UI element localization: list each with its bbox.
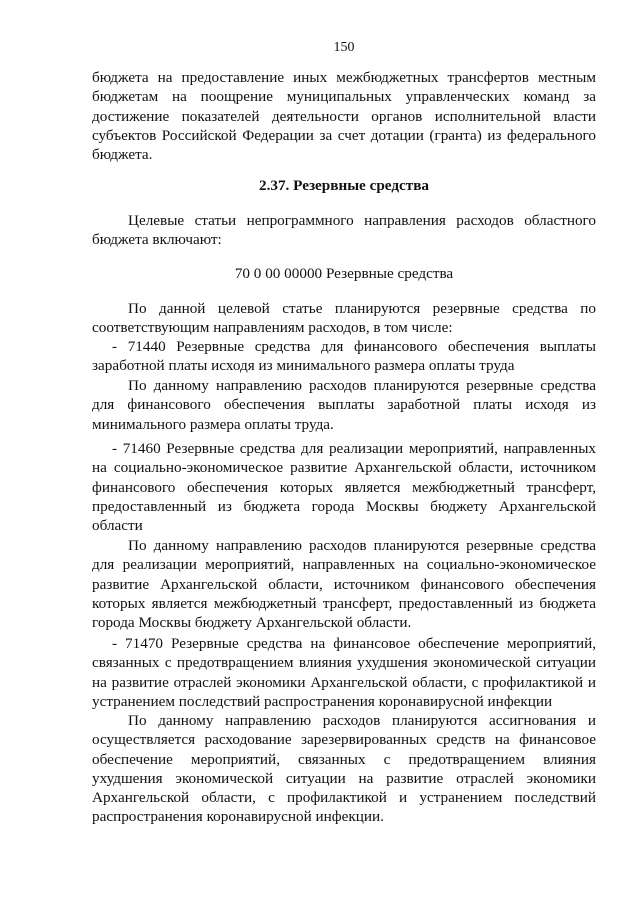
page-number: 150 — [333, 40, 355, 55]
article-intro-paragraph: По данной целевой статье планируются резервные средства по соответствующим направлениям расходов, в том числе: — [92, 300, 596, 337]
lead-paragraph: Целевые статьи непрограммного направления расходов областного бюджета включают: — [92, 212, 596, 249]
item-71470-description: По данному направлению расходов планируются ассигнования и осуществляется расходование зарезервированных средств на финансовое обеспечение мероприятий, связанных с предотвращением влияния ухудшения экономической ситуации на развитие отраслей экономики Архангельской области, с профилактикой и устранением последствий распространения коронавирусной инфекции. — [92, 712, 596, 826]
item-71460-description: По данному направлению расходов планируются резервные средства для реализации мероприятий, направленных на социально-экономическое развитие Архангельской области, источником финансового обеспечения которых является межбюджетный трансферт, предоставленный из бюджета города Москвы бюджету Архангельской области. — [92, 537, 596, 632]
section-heading: 2.37. Резервные средства — [258, 177, 430, 194]
item-71460-code-line: - 71460 Резервные средства для реализации мероприятий, направленных на социально-экономическое развитие Архангельской области, источником финансового обеспечения которых является межбюджетный трансферт, предоставленный из бюджета города Москвы бюджету Архангельской области — [92, 440, 596, 535]
item-71470-code-line: - 71470 Резервные средства на финансовое обеспечение мероприятий, связанных с предотвращением влияния ухудшения экономической ситуации на развитие отраслей экономики Архангельской области, с профилактикой и устранением последствий распространения коронавирусной инфекции — [92, 635, 596, 710]
item-71440-code-line: - 71440 Резервные средства для финансового обеспечения выплаты заработной платы исходя из минимального размера оплаты труда — [92, 338, 596, 375]
target-article-title: 70 0 00 00000 Резервные средства — [234, 265, 454, 282]
item-71440-description: По данному направлению расходов планируются резервные средства для финансового обеспечения выплаты заработной платы исходя из минимального размера оплаты труда. — [92, 377, 596, 433]
intro-paragraph: бюджета на предоставление иных межбюджетных трансфертов местным бюджетам на поощрение муниципальных управленческих команд за достижение показателей деятельности органов исполнительной власти субъектов Российской Федерации за счет дотации (гранта) из федерального бюджета. — [92, 69, 596, 164]
